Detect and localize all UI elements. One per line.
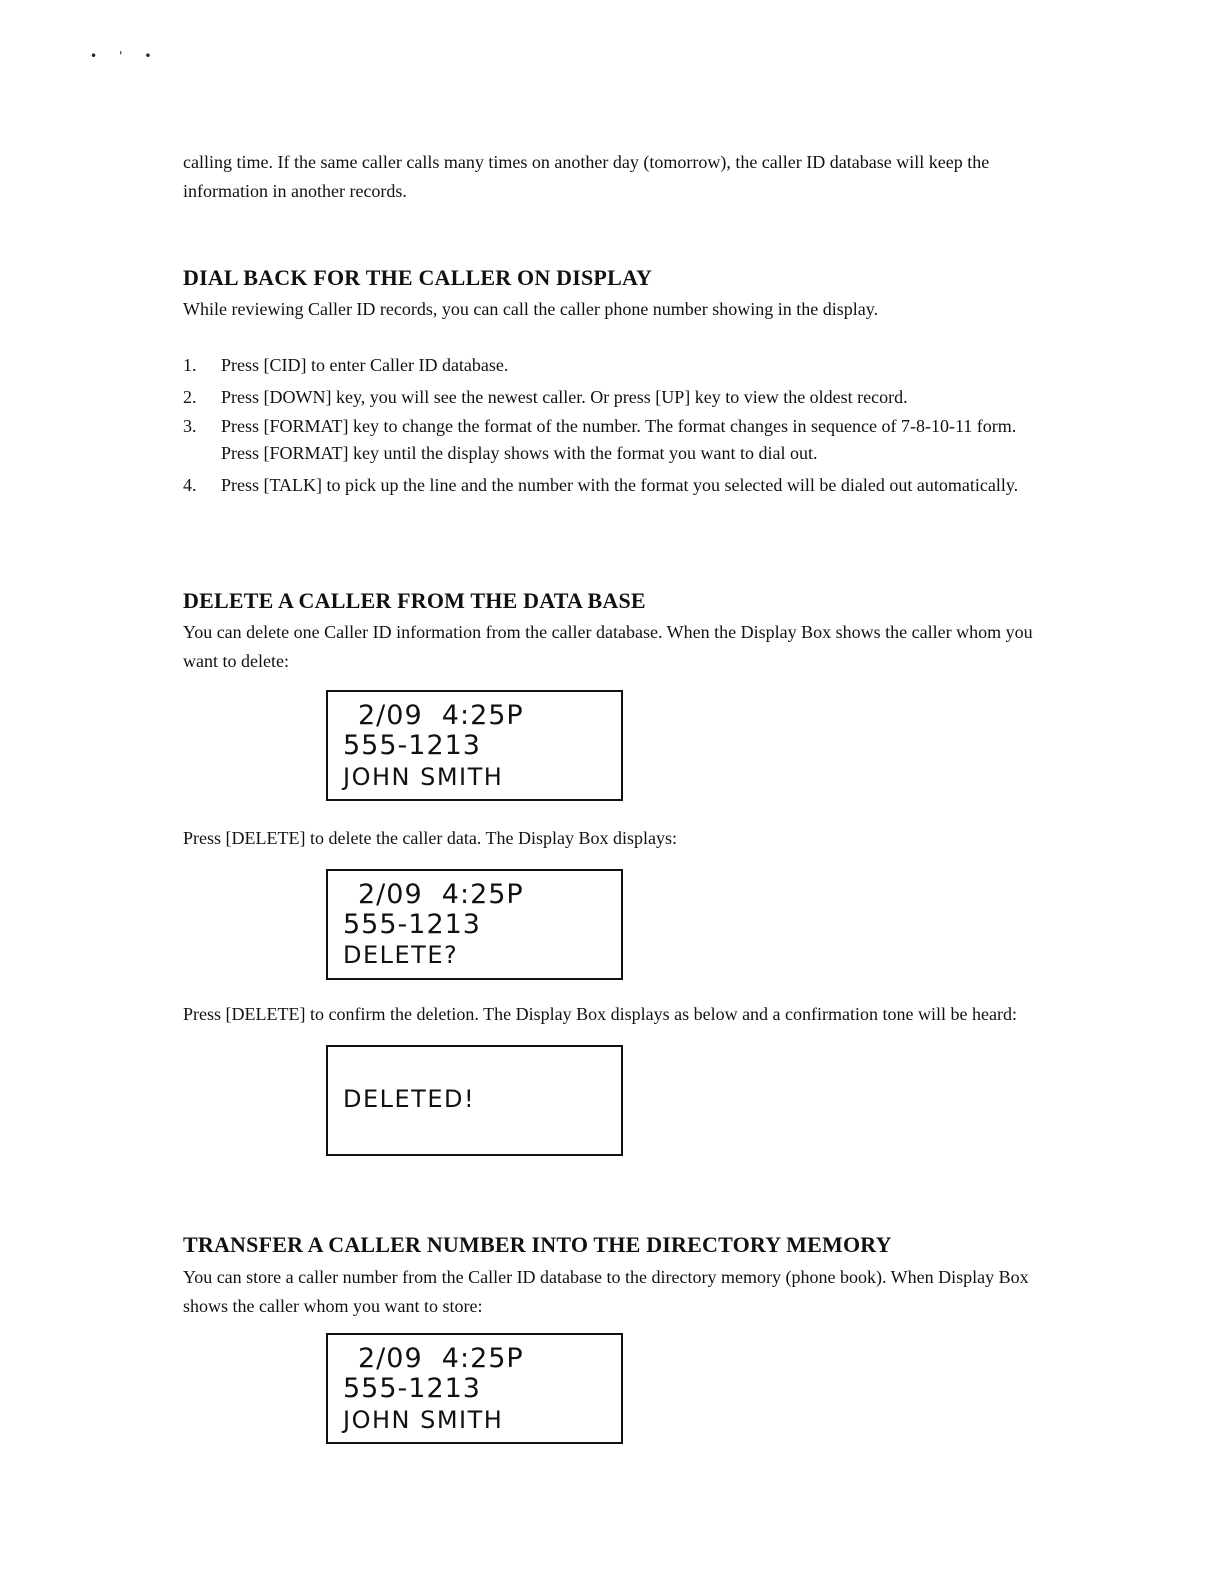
lcd-display-deleted <box>326 1045 623 1156</box>
press-delete-text: Press [DELETE] to delete the caller data. The Display Box displays: <box>183 828 678 848</box>
lcd-display-caller <box>326 690 623 801</box>
step-number: 3. <box>183 416 197 436</box>
lcd-delete-prompt: DELETE? <box>343 941 459 969</box>
step-text: Press [FORMAT] key to change the format of the number. The format changes in sequence of 7-8-10-11 form. Press [FORMAT] key until the display shows with the format you want to dial out. <box>221 416 1017 463</box>
delete-heading: DELETE A CALLER FROM THE DATA BASE <box>183 588 646 613</box>
lcd-caller-name: JOHN SMITH <box>343 763 504 791</box>
list-item <box>183 413 1033 467</box>
dial-back-steps <box>183 352 1033 499</box>
scan-specks: •'• <box>90 49 174 63</box>
lcd-display-transfer <box>326 1333 623 1444</box>
lcd-phone-number: 555-1213 <box>343 730 481 761</box>
step-number: 2. <box>183 387 197 407</box>
transfer-heading: TRANSFER A CALLER NUMBER INTO THE DIRECTORY MEMORY <box>183 1232 892 1257</box>
lcd-date-time: 2/09 4:25P <box>358 700 524 731</box>
dial-back-heading: DIAL BACK FOR THE CALLER ON DISPLAY <box>183 265 653 290</box>
step-text: Press [CID] to enter Caller ID database. <box>221 355 509 375</box>
dial-back-description: While reviewing Caller ID records, you can call the caller phone number showing in the display. <box>183 299 879 319</box>
lcd-phone-number: 555-1213 <box>343 1373 481 1404</box>
lcd-display-delete-prompt <box>326 869 623 980</box>
lcd-deleted-message: DELETED! <box>343 1085 476 1113</box>
step-text: Press [TALK] to pick up the line and the number with the format you selected will be dialed out automatically. <box>221 475 1019 495</box>
step-number: 4. <box>183 475 197 495</box>
step-text: Press [DOWN] key, you will see the newest caller. Or press [UP] key to view the oldest record. <box>221 387 908 407</box>
lcd-date-time: 2/09 4:25P <box>358 879 524 910</box>
list-item <box>183 352 1033 379</box>
confirm-delete-text: Press [DELETE] to confirm the deletion. The Display Box displays as below and a confirmation tone will be heard: <box>183 1004 1017 1024</box>
list-item <box>183 472 1033 499</box>
list-item <box>183 384 1033 411</box>
lcd-date-time: 2/09 4:25P <box>358 1343 524 1374</box>
intro-paragraph: calling time. If the same caller calls many times on another day (tomorrow), the caller ID database will keep the information in another records. <box>183 152 990 201</box>
step-number: 1. <box>183 355 197 375</box>
transfer-description: You can store a caller number from the Caller ID database to the directory memory (phone book). When Display Box shows the caller whom you want to store: <box>183 1267 1029 1316</box>
lcd-caller-name: JOHN SMITH <box>343 1406 504 1434</box>
lcd-phone-number: 555-1213 <box>343 909 481 940</box>
delete-description: You can delete one Caller ID information from the caller database. When the Display Box shows the caller whom you want to delete: <box>183 622 1033 671</box>
